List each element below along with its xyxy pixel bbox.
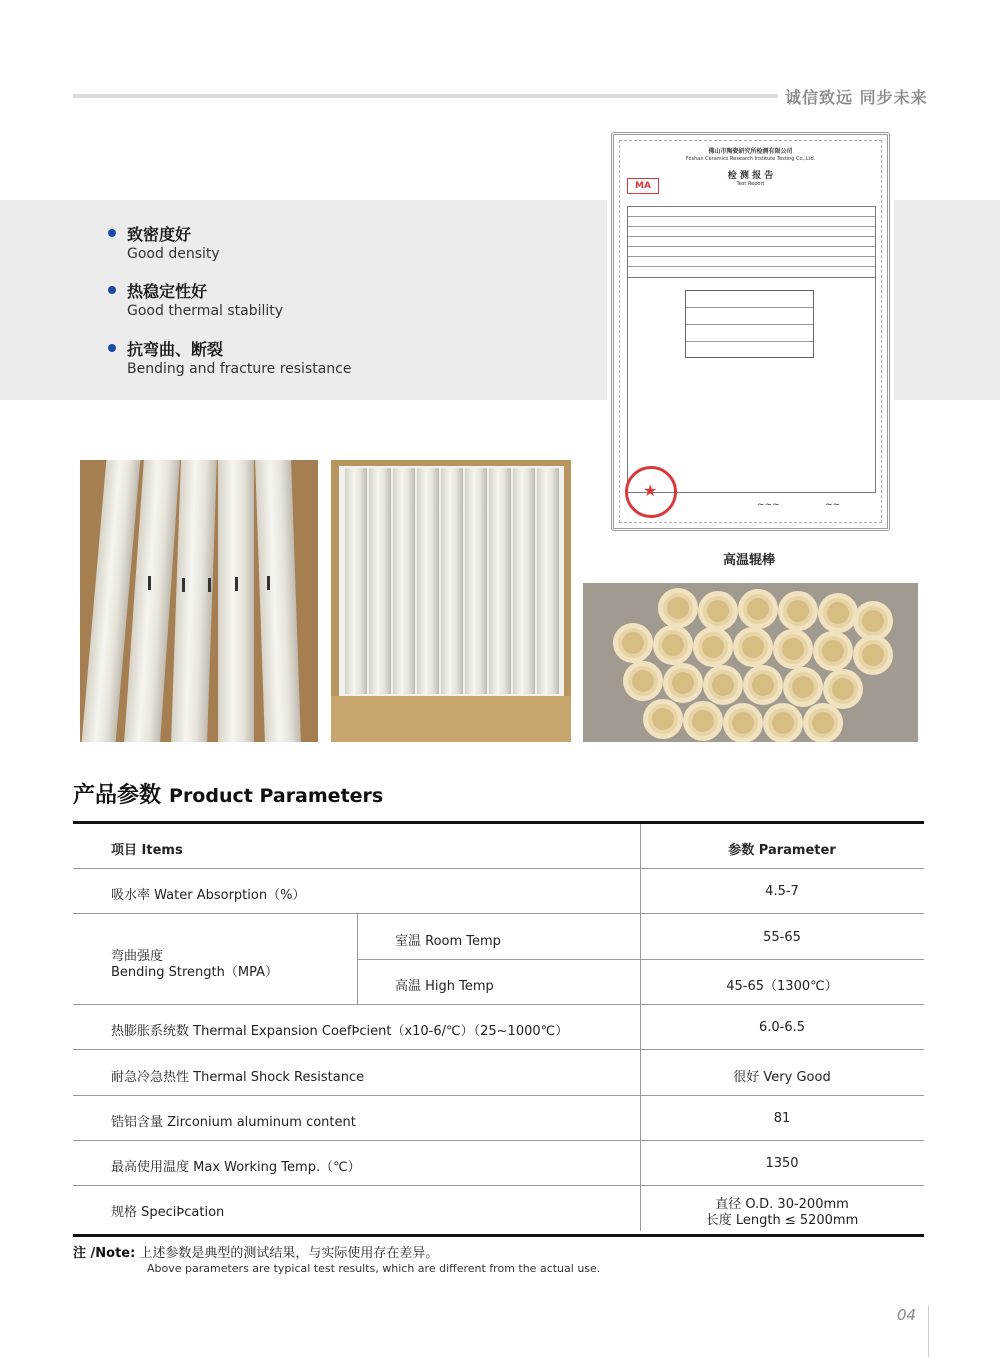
bullet-icon (108, 286, 116, 294)
header-slogan: 诚信致远 同步未来 (785, 88, 928, 107)
row-label-room-temp: 室温 Room Temp (395, 934, 501, 949)
section-title-en: Product Parameters (169, 785, 384, 807)
row-label-thermal-expansion: 热膨胀系统数 Thermal Expansion CoefÞcient（x10-6/℃）（25~1000℃） (111, 1024, 569, 1039)
row-value-zirconium: 81 (773, 1111, 791, 1126)
row-value-thermal-shock: 很好 Very Good (733, 1070, 831, 1085)
row-label-zirconium: 锆铝含量 Zirconium aluminum content (111, 1115, 356, 1130)
section-title-cn: 产品参数 (73, 783, 162, 808)
red-seal-stamp (625, 466, 677, 518)
ma-logo: MA (627, 178, 659, 194)
row-value-spec-length: 长度 Length ≤ 5200mm (705, 1213, 859, 1228)
photo-rollers-crate-2 (331, 460, 571, 742)
note-text-en: Above parameters are typical test results, which are different from the actual use. (147, 1262, 601, 1275)
certificate-title-cn: 检 测 报 告 (727, 171, 774, 181)
row-label-high-temp: 高温 High Temp (395, 979, 494, 994)
product-parameters-table (73, 821, 924, 1237)
row-label-specification: 规格 SpeciÞcation (111, 1205, 225, 1220)
feature-title: 热稳定性好 (127, 282, 208, 301)
row-label-thermal-shock: 耐急冷急热性 Thermal Shock Resistance (111, 1070, 365, 1085)
note-text-cn: 上述参数是典型的测试结果，与实际使用存在差异。 (139, 1246, 439, 1261)
page-divider (928, 1305, 929, 1357)
signature: ~~ (825, 500, 841, 510)
photo-tube-ends (583, 583, 918, 742)
certificate-caption: 高温辊棒 (723, 553, 776, 568)
feature-title: 抗弯曲、断裂 (127, 340, 224, 359)
signature: ~~~ (757, 500, 780, 510)
feature-subtitle: Bending and fracture resistance (127, 361, 352, 377)
page-number: 04 (897, 1306, 917, 1324)
photo-rollers-crate-1 (80, 460, 318, 742)
row-value-spec-diameter: 直径 O.D. 30-200mm (715, 1197, 849, 1212)
bullet-icon (108, 344, 116, 352)
row-label-water-absorption: 吸水率 Water Absorption（%） (111, 888, 306, 903)
section-title (73, 778, 383, 809)
row-label-max-temp: 最高使用温度 Max Working Temp.（℃） (111, 1160, 361, 1175)
feature-title: 致密度好 (127, 225, 192, 244)
note (73, 1242, 438, 1261)
row-value-high-temp: 45-65（1300℃） (726, 979, 838, 994)
row-value-water-absorption: 4.5-7 (765, 884, 799, 899)
certificate-org-en: Foshan Ceramics Research Institute Testing Co.,Ltd. (685, 156, 816, 162)
bullet-icon (108, 229, 116, 237)
header-items: 项目 Items (111, 843, 183, 858)
feature-subtitle: Good density (127, 246, 220, 262)
test-report-certificate (607, 128, 894, 535)
certificate-results-table (685, 290, 814, 358)
feature-subtitle: Good thermal stability (127, 303, 284, 319)
certificate-org-cn: 佛山市陶瓷研究所检测有限公司 (708, 148, 793, 155)
row-value-max-temp: 1350 (765, 1156, 799, 1171)
row-label-bending-cn: 弯曲强度 (111, 949, 164, 964)
note-label: 注 /Note: (73, 1246, 136, 1261)
certificate-info-table (627, 206, 876, 278)
header-parameter: 参数 Parameter (728, 843, 836, 858)
row-label-bending-en: Bending Strength（MPA） (111, 965, 278, 980)
row-value-room-temp: 55-65 (763, 930, 801, 945)
certificate-title-en: Test Report (736, 181, 765, 187)
header-rule (73, 94, 778, 98)
row-value-thermal-expansion: 6.0-6.5 (758, 1020, 806, 1035)
